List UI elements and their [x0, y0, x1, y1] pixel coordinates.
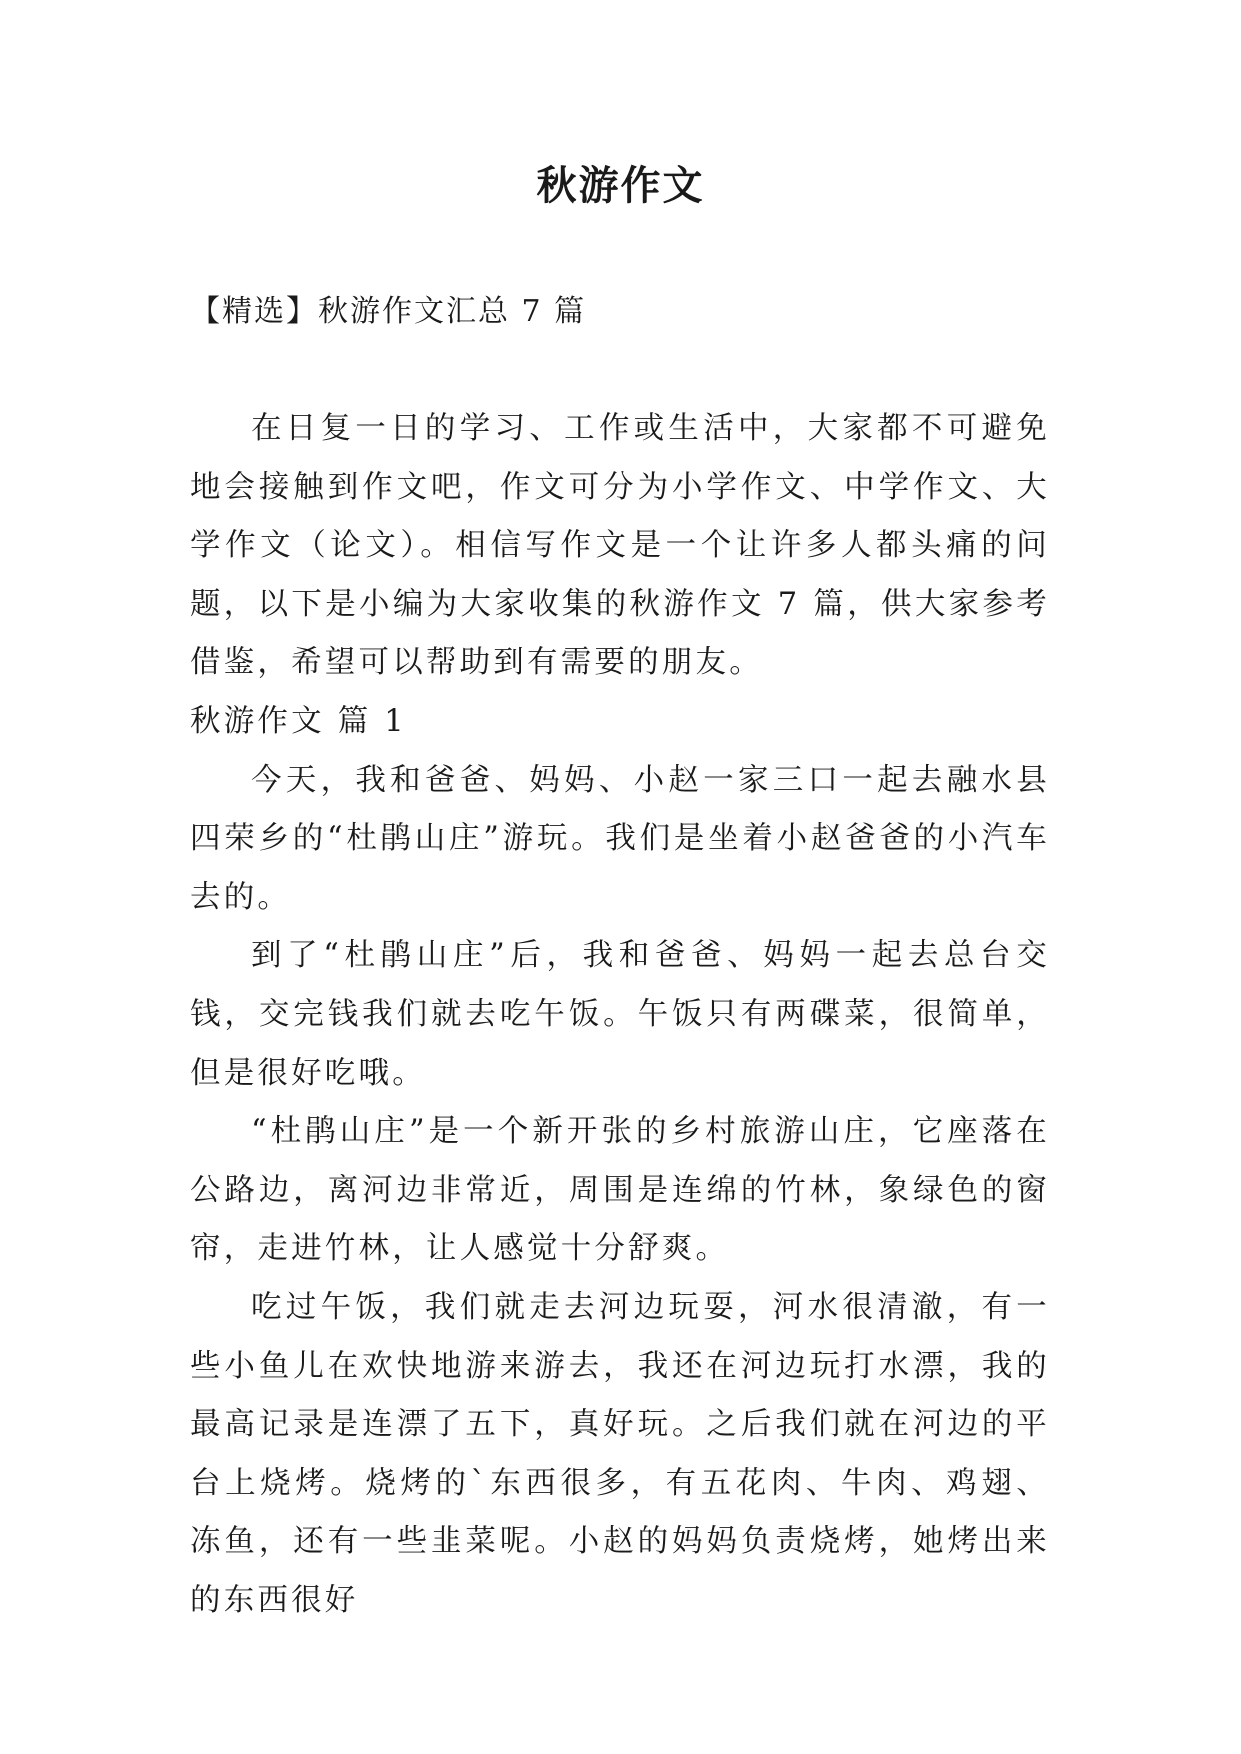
- document-title: 秋游作文: [536, 162, 705, 209]
- intro-paragraph: 在日复一日的学习、工作或生活中，大家都不可避免地会接触到作文吧，作文可分为小学作文、中学作文、大学作文（论文）。相信写作文是一个让许多人都头痛的问题，以下是小编为大家收集的秋游作文 7 篇，供大家参考借鉴，希望可以帮助到有需要的朋友。: [190, 411, 1050, 681]
- body-paragraph: 到了“杜鹃山庄”后，我和爸爸、妈妈一起去总台交钱，交完钱我们就去吃午饭。午饭只有两碟菜，很简单，但是很好吃哦。: [190, 938, 1050, 1091]
- body-paragraph: 今天，我和爸爸、妈妈、小赵一家三口一起去融水县四荣乡的“杜鹃山庄”游玩。我们是坐着小赵爸爸的小汽车去的。: [190, 762, 1050, 915]
- section-heading: 秋游作文 篇 1: [190, 703, 407, 739]
- body-paragraph: 吃过午饭，我们就走去河边玩耍，河水很清澈，有一些小鱼儿在欢快地游来游去，我还在河边玩打水漂，我的最高记录是连漂了五下，真好玩。之后我们就在河边的平台上烧烤。烧烤的`东西很多，有五花肉、牛肉、鸡翅、冻鱼，还有一些韭菜呢。小赵的妈妈负责烧烤，她烤出来的东西很好: [190, 1289, 1050, 1618]
- document-subtitle: 【精选】秋游作文汇总 7 篇: [190, 294, 587, 329]
- document-body: [190, 400, 1050, 1630]
- body-paragraph: “杜鹃山庄”是一个新开张的乡村旅游山庄，它座落在公路边，离河边非常近，周围是连绵的竹林，象绿色的窗帘，走进竹林，让人感觉十分舒爽。: [190, 1114, 1050, 1267]
